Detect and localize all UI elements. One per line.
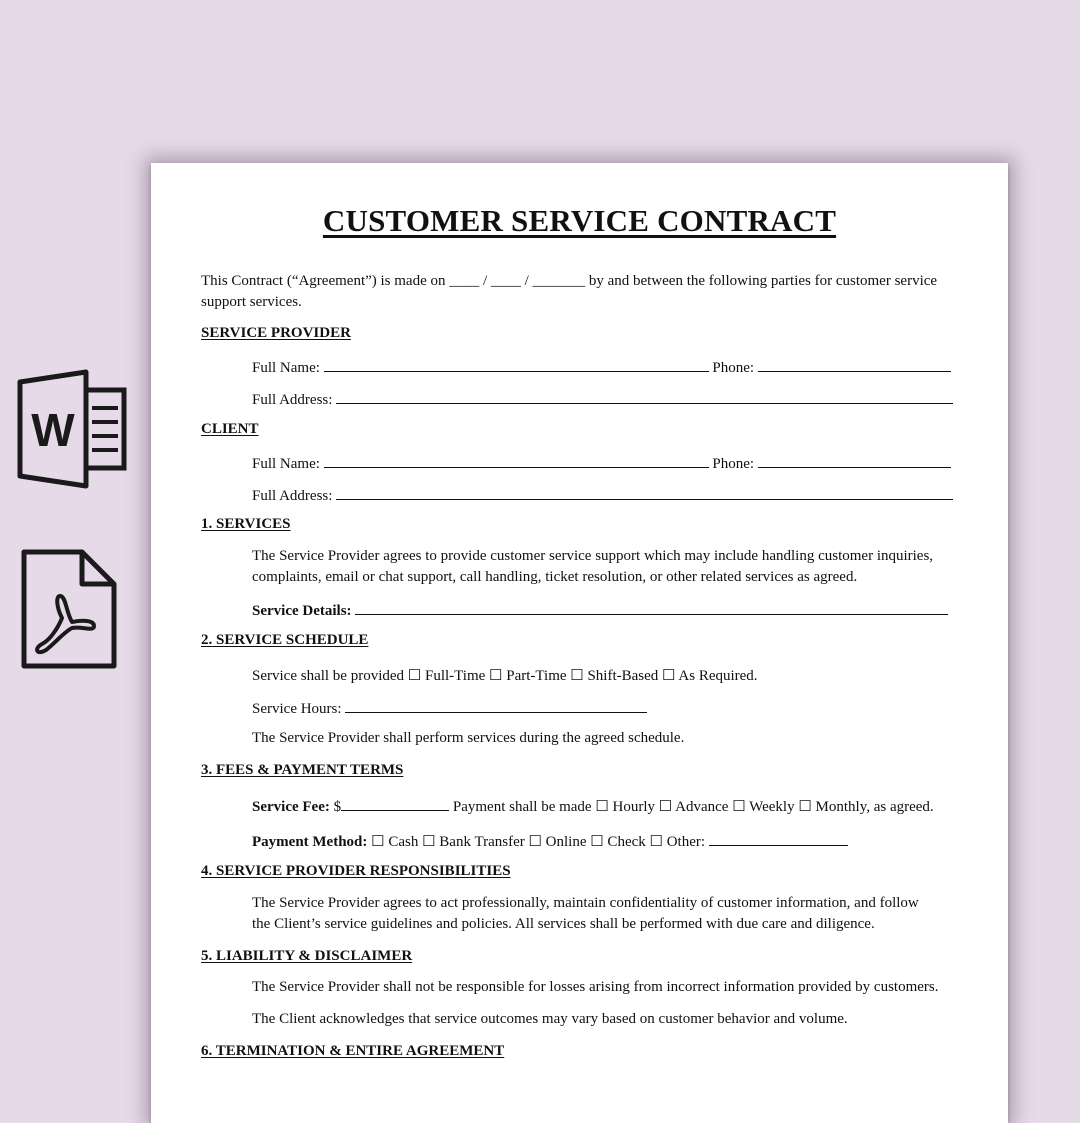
payment-method-label: Payment Method:	[252, 834, 368, 850]
pdf-file-icon	[20, 548, 118, 670]
service-details-field[interactable]	[355, 600, 948, 615]
client-phone-label: Phone:	[712, 456, 755, 472]
service-schedule-heading: 2. SERVICE SCHEDULE	[201, 632, 369, 648]
provider-phone-label: Phone:	[712, 360, 755, 376]
intro-line-1: This Contract (“Agreement”) is made on ____ / ____ / _______ by and between the following parties for customer service	[201, 273, 938, 289]
document-title: CUSTOMER SERVICE CONTRACT	[322, 203, 837, 238]
payment-other-field[interactable]	[709, 831, 848, 846]
payment-method-row	[252, 831, 848, 851]
provider-phone-field[interactable]	[758, 357, 951, 372]
word-file-icon	[8, 368, 128, 490]
payment-frequency-options: Payment shall be made ☐ Hourly ☐ Advance ☐ Weekly ☐ Monthly, as agreed.	[452, 799, 934, 815]
provider-name-row	[252, 357, 951, 377]
service-fee-field[interactable]	[341, 796, 449, 811]
liability-paragraph-2: The Client acknowledges that service outcomes may vary based on customer behavior and volume.	[252, 1011, 848, 1027]
service-details-row	[252, 600, 948, 620]
client-address-label: Full Address:	[252, 488, 333, 504]
service-hours-field[interactable]	[345, 698, 647, 713]
schedule-options: Service shall be provided ☐ Full-Time ☐ Part-Time ☐ Shift-Based ☐ As Required.	[252, 668, 758, 684]
service-provider-heading: SERVICE PROVIDER	[201, 325, 351, 341]
services-heading: 1. SERVICES	[201, 516, 291, 532]
services-paragraph-line-1: The Service Provider agrees to provide customer service support which may include handling customer inquiries,	[252, 548, 934, 564]
contract-page	[151, 163, 1008, 1123]
service-hours-label: Service Hours:	[252, 701, 342, 717]
responsibilities-heading: 4. SERVICE PROVIDER RESPONSIBILITIES	[201, 863, 511, 879]
service-fee-label: Service Fee:	[252, 799, 330, 815]
service-hours-row	[252, 698, 647, 718]
responsibilities-line-2: the Client’s service guidelines and policies. All services shall be performed with due care and diligence.	[252, 916, 875, 932]
client-heading: CLIENT	[201, 421, 259, 437]
provider-address-field[interactable]	[336, 389, 953, 404]
service-details-label: Service Details:	[252, 603, 352, 619]
liability-paragraph-1: The Service Provider shall not be responsible for losses arising from incorrect information provided by customers.	[252, 979, 939, 995]
fee-currency: $	[333, 799, 342, 815]
schedule-perform-text: The Service Provider shall perform services during the agreed schedule.	[252, 730, 685, 746]
provider-address-label: Full Address:	[252, 392, 333, 408]
client-name-row	[252, 453, 951, 473]
client-name-label: Full Name:	[252, 456, 320, 472]
provider-address-row	[252, 389, 953, 409]
client-address-row	[252, 485, 953, 505]
liability-heading: 5. LIABILITY & DISCLAIMER	[201, 948, 413, 964]
payment-method-options: ☐ Cash ☐ Bank Transfer ☐ Online ☐ Check ☐ Other:	[371, 834, 706, 850]
services-paragraph-line-2: complaints, email or chat support, call handling, ticket resolution, or other related services as agreed.	[252, 569, 858, 585]
provider-name-label: Full Name:	[252, 360, 320, 376]
client-name-field[interactable]	[324, 453, 709, 468]
fees-heading: 3. FEES & PAYMENT TERMS	[201, 762, 404, 778]
provider-name-field[interactable]	[324, 357, 709, 372]
svg-text:W: W	[31, 404, 75, 456]
service-fee-row	[252, 796, 934, 816]
responsibilities-line-1: The Service Provider agrees to act professionally, maintain confidentiality of customer information, and follow	[252, 895, 919, 911]
termination-heading: 6. TERMINATION & ENTIRE AGREEMENT	[201, 1043, 505, 1059]
intro-line-2: support services.	[201, 294, 302, 310]
client-phone-field[interactable]	[758, 453, 951, 468]
client-address-field[interactable]	[336, 485, 953, 500]
